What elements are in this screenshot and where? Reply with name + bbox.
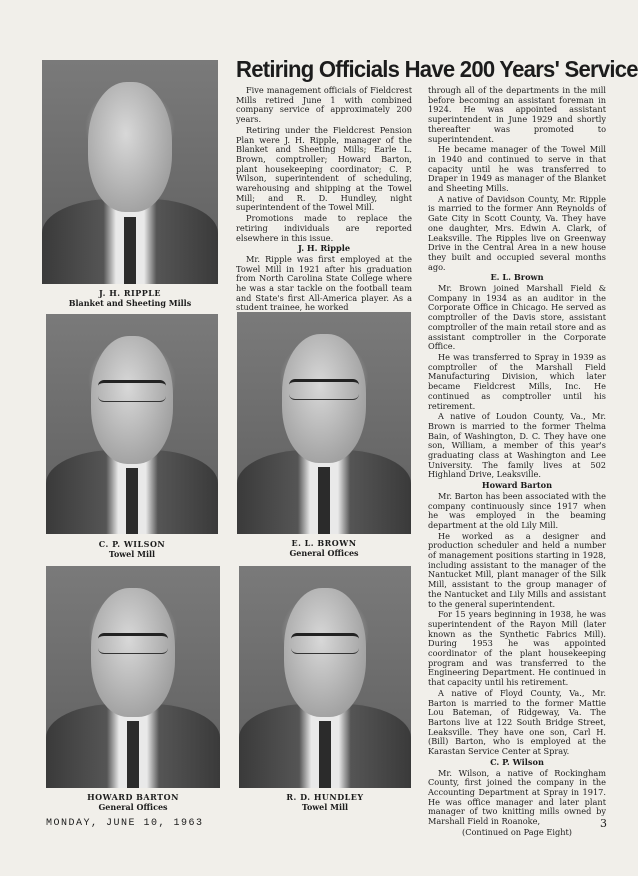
paragraph: Five management officials of Fieldcrest Mills retired June 1 with combined company service of approximately 200 years. [236,85,412,125]
paragraph: A native of Loudon County, Va., Mr. Brown is married to the former Thelma Bain, of Washington, D. C. They have one son, William, a member of this year's graduating class at Washington and Lee University. The family lives at 502 Highland Drive, Leaksville. [428,411,606,480]
photo-caption-barton [46,792,220,812]
article-column-2 [428,85,606,837]
caption-name: E. L. BROWN [291,538,357,548]
subheading: E. L. Brown [490,272,544,283]
subheading: Howard Barton [481,480,553,491]
caption-title: Blanket and Sheeting Mills [68,298,192,308]
caption-name: J. H. RIPPLE [98,288,161,298]
photo-caption-ripple [42,288,218,308]
paragraph: A native of Davidson County, Mr. Ripple is married to the former Ann Reynolds of Gate City in Scott County, Va. They have one daughter, Mrs. Edwin A. Clark, of Leaksville. The Ripples live on Greenway Drive in the Central Area in a new house they built and occupied several months ago. [428,193,606,272]
caption-title: General Offices [289,548,359,558]
subheading: J. H. Ripple [297,243,351,254]
paragraph: Retiring under the Fieldcrest Pension Plan were J. H. Ripple, manager of the Blanket and Sheeting Mills; Earle L. Brown, comptroller; Howard Barton, plant housekeeping coordinator; C. P. Wilson, superintendent of scheduling, warehousing and shipping at the Towel Mill; and R. D. Hundley, night superintendent of the Towel Mill. [236,124,412,213]
paragraph: He was transferred to Spray in 1939 as comptroller of the Marshall Field Manufacturing Division, which later became Fieldcrest Mills, Inc. He continued as comptroller until his retirement. [428,351,606,411]
portrait-photo-wilson [46,314,218,534]
paragraph: For 15 years beginning in 1938, he was superintendent of the Rayon Mill (later known as the Synthetic Fabrics Mill). During 1953 he was appointed coordinator of the plant housekeeping program and was transferred to the Engineering Department. He continued in that capacity until his retirement. [428,609,606,688]
paragraph: Mr. Ripple was first employed at the Towel Mill in 1921 after his graduation from North Carolina State College where he was a star tackle on the football team and State's first All-America player. As a student trainee, he worked [236,253,412,313]
caption-name: R. D. HUNDLEY [286,792,364,802]
photo-caption-brown [237,538,411,558]
portrait-photo-hundley [239,566,411,788]
subheading: C. P. Wilson [490,756,544,767]
portrait-photo-brown [237,312,411,534]
continued-note: (Continued on Page Eight) [462,826,572,837]
paragraph: Promotions made to replace the retiring individuals are reported elsewhere in this issue. [236,213,412,243]
paragraph: Mr. Wilson, a native of Rockingham County, first joined the company in the Accounting Department at Spray in 1917. He was office manager and later plant manager of two knitting mills owned by Marshall Field in Roanoke, [428,767,606,827]
page-number: 3 [600,817,607,830]
portrait-photo-barton [46,566,220,788]
article-column-1 [236,85,412,313]
caption-title: Towel Mill [301,802,349,812]
paragraph: A native of Floyd County, Va., Mr. Barton is married to the former Mattie Lou Bateman, of Ridgeway, Va. The Bartons live at 122 South Bridge Street, Leaksville. They have one son, Carl H. (Bill) Barton, who is employed at the Karastan Service Center at Spray. [428,687,606,757]
photo-caption-hundley [239,792,411,812]
caption-title: Towel Mill [108,549,156,559]
caption-name: HOWARD BARTON [87,792,179,802]
paragraph: He worked as a designer and production scheduler and held a number of management positions starting in 1928, including assistant to the manager of the Nantucket Mill, plant manager of the Silk Mill, assistant to the group manager of the Nantucket and Lily Mills and assistant to the general superintendent. [428,530,606,609]
paragraph: Mr. Barton has been associated with the company continuously since 1917 when he was employed in the beaming department at the old Lily Mill. [428,490,606,530]
footer-date: MONDAY, JUNE 10, 1963 [46,818,204,829]
paragraph: He became manager of the Towel Mill in 1940 and continued to serve in that capacity until he was transferred to Draper in 1949 as manager of the Blanket and Sheeting Mills. [428,144,606,194]
caption-name: C. P. WILSON [98,539,166,549]
photo-caption-wilson [46,539,218,559]
paragraph: Mr. Brown joined Marshall Field & Company in 1934 as an auditor in the Corporate Office in Chicago. He served as comptroller of the Davis store, assistant comptroller of the main retail store and as assistant comptroller in the Corporate Office. [428,283,606,352]
caption-title: General Offices [98,802,168,812]
portrait-photo-ripple [42,60,218,284]
article-headline: Retiring Officials Have 200 Years' Service [236,56,638,82]
paragraph: through all of the departments in the mill before becoming an assistant foreman in 1924. He was appointed assistant superintendent in June 1929 and shortly thereafter was promoted to superintendent. [428,85,606,144]
